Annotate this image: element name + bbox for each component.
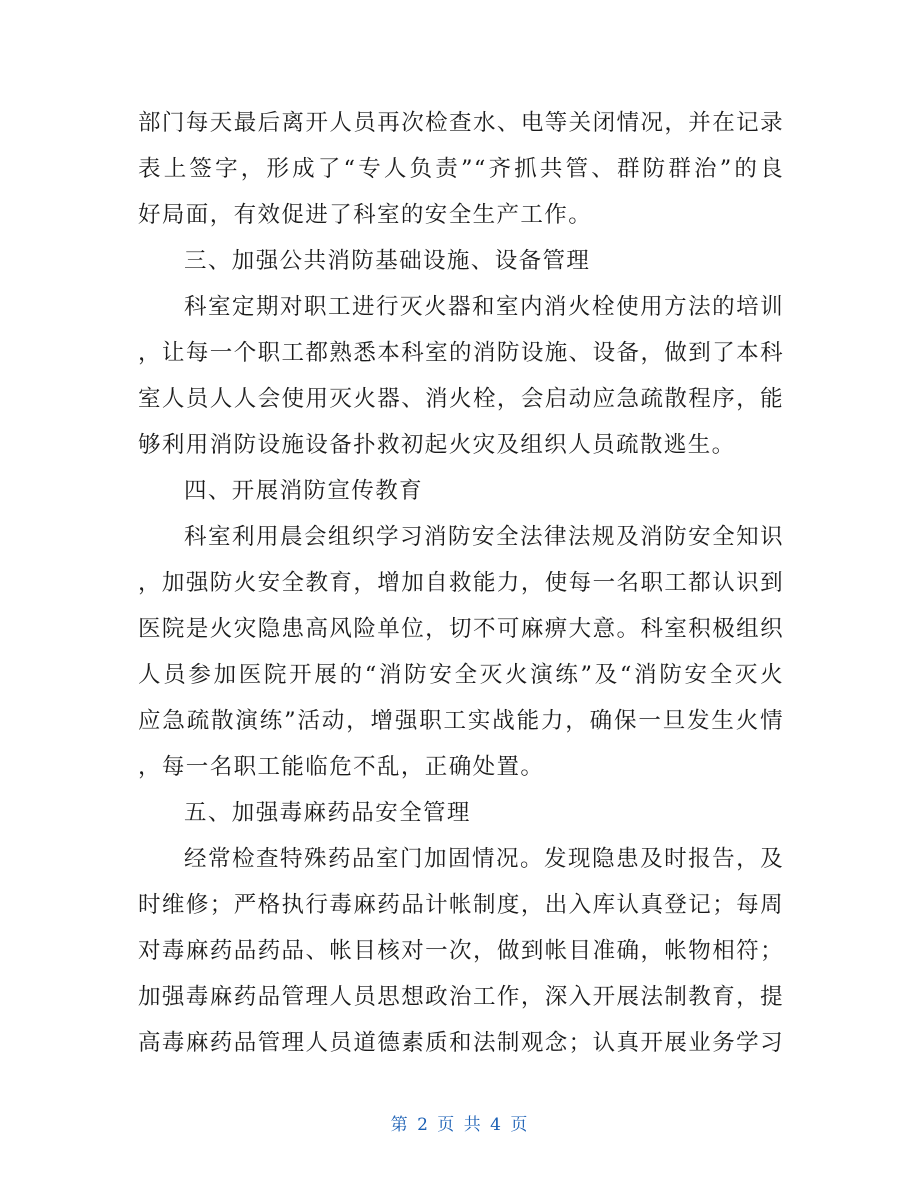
text-line: 人员参加医院开展的“消防安全灭火演练”及“消防安全灭火	[138, 662, 784, 688]
text-line: ，加强防火安全教育，增加自救能力，使每一名职工都认识到	[138, 570, 784, 596]
text-line: 高毒麻药品管理人员道德素质和法制观念；认真开展业务学习	[138, 1030, 784, 1056]
text-line: ，每一名职工能临危不乱，正确处置。	[138, 754, 545, 780]
text-line: 对毒麻药品药品、帐目核对一次，做到帐目准确，帐物相符；	[138, 938, 784, 964]
section-heading: 四、开展消防宣传教育	[184, 478, 424, 504]
section-heading: 三、加强公共消防基础设施、设备管理	[184, 248, 591, 274]
text-line: 经常检查特殊药品室门加固情况。发现隐患及时报告，及	[184, 846, 784, 872]
text-line: 室人员人人会使用灭火器、消火栓，会启动应急疏散程序，能	[138, 386, 784, 412]
text-line: ，让每一个职工都熟悉本科室的消防设施、设备，做到了本科	[138, 340, 784, 366]
text-line: 部门每天最后离开人员再次检查水、电等关闭情况，并在记录	[138, 110, 784, 136]
text-line: 够利用消防设施设备扑救初起火灾及组织人员疏散逃生。	[138, 432, 736, 458]
document-body	[138, 100, 784, 1066]
page-number-footer: 第 2 页 共 4 页	[390, 1115, 530, 1135]
text-line: 科室定期对职工进行灭火器和室内消火栓使用方法的培训	[184, 294, 784, 320]
text-line: 好局面，有效促进了科室的安全生产工作。	[138, 202, 593, 228]
text-line: 加强毒麻药品管理人员思想政治工作，深入开展法制教育，提	[138, 984, 784, 1010]
text-line: 科室利用晨会组织学习消防安全法律法规及消防安全知识	[184, 524, 784, 550]
text-line: 应急疏散演练”活动，增强职工实战能力，确保一旦发生火情	[138, 708, 784, 734]
text-line: 时维修；严格执行毒麻药品计帐制度，出入库认真登记；每周	[138, 892, 784, 918]
text-line: 表上签字，形成了“专人负责”“齐抓共管、群防群治”的良	[138, 156, 784, 182]
text-line: 医院是火灾隐患高风险单位，切不可麻痹大意。科室积极组织	[138, 616, 784, 642]
section-heading: 五、加强毒麻药品安全管理	[184, 800, 471, 826]
